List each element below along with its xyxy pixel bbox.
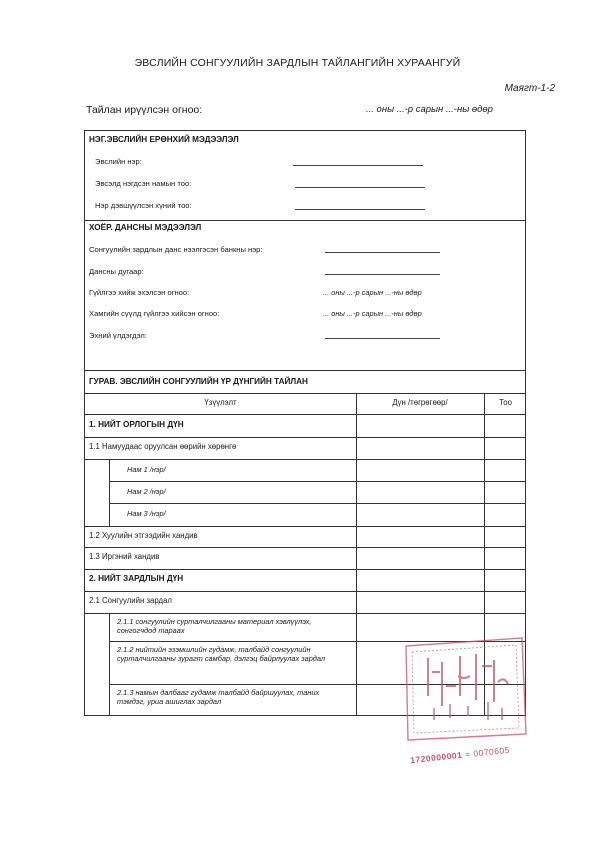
party-assets-row: 1.1 Намуудаас оруулсан өөрийн хөрөнгө [89, 442, 237, 451]
divider [85, 393, 525, 394]
campaign-materials-row: 2.1.1 сонгуулийн сурталчилгааны материал хэвлүүлэх, сонгогчдод тараах [117, 617, 312, 635]
opening-balance-field[interactable] [325, 338, 440, 339]
column-header-amount: Дүн /төгрөгөөр/ [392, 398, 448, 407]
divider [85, 220, 525, 221]
expense-total-row: 2. НИЙТ ЗАРДЛЫН ДҮН [89, 574, 184, 583]
report-date-label: Тайлан ирүүлсэн огноо: [86, 104, 203, 116]
coalition-name-field[interactable] [293, 165, 423, 166]
document-title: ЭВСЛИЙН СОНГУУЛИЙН ЗАРДЛЫН ТАЙЛАНГИЙН ХУРААНГУЙ [134, 57, 461, 69]
account-number-label: Дансны дугаар: [89, 267, 144, 276]
row-divider [85, 526, 525, 527]
indent-divider [109, 460, 110, 526]
row-divider [85, 414, 525, 415]
column-header-indicator: Үзүүлэлт [204, 398, 237, 407]
row-divider [85, 569, 525, 570]
billboard-expense-row: 2.1.2 нийтийн эзэмшлийн гудамж, талбайд сонгуулийн сурталчилгааны зурагт самбар, дэлгэц байрлуулах зардал [117, 645, 326, 663]
citizen-donation-row: 1.3 Иргэний хандив [89, 552, 160, 561]
opening-balance-label: Эхний үлдэгдэл: [89, 331, 147, 340]
party-count-label: Эвсэлд нэгдсэн намын тоо: [95, 179, 192, 188]
form-code: Маягт-1-2 [504, 83, 555, 94]
party1-row: Нам 1 /нэр/ [127, 465, 166, 474]
row-divider [109, 481, 525, 482]
election-expense-row: 2.1 Сонгуулийн зардал [89, 596, 172, 605]
section3-title: ГУРАВ. ЭВСЛИЙН СОНГУУЛИЙН ҮР ДҮНГИЙН ТАЙЛАН [89, 377, 308, 386]
row-divider [109, 503, 525, 504]
column-header-count: Тоо [499, 398, 512, 407]
indent-divider [109, 613, 110, 715]
section2-title: ХОЁР. ДАНСНЫ МЭДЭЭЛЭЛ [89, 223, 202, 232]
row-divider [85, 459, 525, 460]
bank-name-label: Сонгуулийн зардлын данс нээлгэсэн банкны нэр: [89, 245, 263, 254]
first-transaction-label: Гүйлгээ хийж эхэлсэн огноо: [89, 288, 190, 297]
last-transaction-date: ... оны ...-р сарын ...-ны өдөр [323, 309, 422, 318]
candidate-count-field[interactable] [295, 209, 425, 210]
stamp-number: 1720000001 = 0070605 [409, 744, 511, 766]
divider [85, 370, 525, 371]
row-divider [85, 613, 525, 614]
row-divider [85, 547, 525, 548]
flag-symbol-expense-row: 2.1.3 намын далбааг гудамж талбайд байршуулах, таних тэмдэг, уриа ашиглах зардал [117, 688, 320, 706]
income-total-row: 1. НИЙТ ОРЛОГЫН ДҮН [89, 420, 184, 429]
coalition-name-label: Эвслийн нэр: [95, 157, 142, 166]
section1-title: НЭГ.ЭВСЛИЙН ЕРӨНХИЙ МЭДЭЭЛЭЛ [89, 135, 239, 144]
bank-name-field[interactable] [325, 252, 440, 253]
party3-row: Нам 3 /нэр/ [127, 509, 166, 518]
legal-entity-donation-row: 1.2 Хуулийн этгээдийн хандив [89, 531, 198, 540]
first-transaction-date: ... оны ...-р сарын ...-ны өдөр [323, 288, 422, 297]
candidate-count-label: Нэр дэвшүүлсэн хүний тоо: [95, 201, 192, 210]
column-divider [356, 393, 357, 716]
official-stamp [398, 632, 532, 772]
account-number-field[interactable] [325, 274, 440, 275]
row-divider [85, 437, 525, 438]
party2-row: Нам 2 /нэр/ [127, 487, 166, 496]
row-divider [85, 591, 525, 592]
report-form [84, 130, 526, 716]
last-transaction-label: Хамгийн сүүлд гүйлгээ хийсэн огноо: [89, 309, 220, 318]
report-date-value: ... оны ...-р сарын ...-ны өдөр [366, 104, 493, 115]
party-count-field[interactable] [295, 187, 425, 188]
